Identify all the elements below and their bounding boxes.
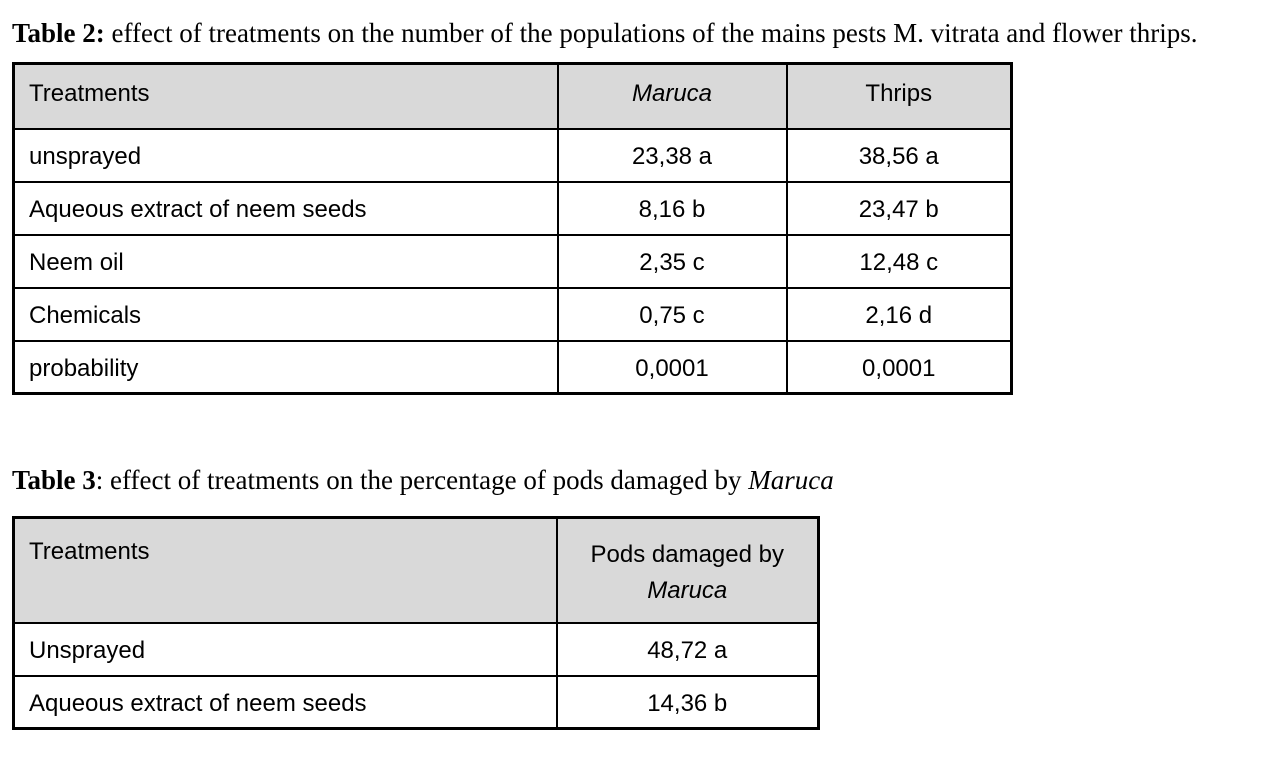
- treatment-cell: Unsprayed: [14, 623, 557, 676]
- col-header-treatments: Treatments: [14, 64, 558, 129]
- pods-damaged-label-line1: Pods damaged by: [590, 541, 784, 568]
- treatment-cell: unsprayed: [14, 129, 558, 182]
- table-2-pest-populations: [12, 62, 1013, 395]
- table-row: [14, 235, 1012, 288]
- table2-header-row: [14, 64, 1012, 129]
- col-header-treatments: Treatments: [14, 518, 557, 623]
- table3-header-row: [14, 518, 819, 623]
- treatment-cell: probability: [14, 341, 558, 394]
- pods-value-cell: 14,36 b: [557, 676, 819, 729]
- thrips-value-cell: 12,48 c: [787, 235, 1012, 288]
- thrips-value-cell: 23,47 b: [787, 182, 1012, 235]
- table-3-pods-damaged: [12, 516, 820, 730]
- col-header-maruca: Maruca: [558, 64, 787, 129]
- table3-caption: [12, 459, 1262, 502]
- maruca-value-cell: 0,75 c: [558, 288, 787, 341]
- maruca-value-cell: 8,16 b: [558, 182, 787, 235]
- table-row: [14, 288, 1012, 341]
- col-header-pods-damaged: [557, 518, 819, 623]
- table2-caption: [12, 12, 1262, 55]
- thrips-value-cell: 38,56 a: [787, 129, 1012, 182]
- table3-caption-text: : effect of treatments on the percentage of pods damaged by: [95, 465, 749, 495]
- table3-caption-label: Table 3: [12, 465, 96, 495]
- col-header-thrips: Thrips: [787, 64, 1012, 129]
- table2-caption-text: effect of treatments on the number of the populations of the mains pests M. vitrata and flower thrips.: [104, 18, 1198, 48]
- table-row: [14, 676, 819, 729]
- treatment-cell: Aqueous extract of neem seeds: [14, 182, 558, 235]
- treatment-cell: Neem oil: [14, 235, 558, 288]
- table2-caption-label: Table 2:: [12, 18, 105, 48]
- table-row: [14, 623, 819, 676]
- table-row: [14, 182, 1012, 235]
- maruca-value-cell: 0,0001: [558, 341, 787, 394]
- treatment-cell: Chemicals: [14, 288, 558, 341]
- pods-damaged-label-line2: Maruca: [647, 577, 728, 604]
- pods-value-cell: 48,72 a: [557, 623, 819, 676]
- thrips-value-cell: 2,16 d: [787, 288, 1012, 341]
- table-row: [14, 341, 1012, 394]
- thrips-value-cell: 0,0001: [787, 341, 1012, 394]
- table3-caption-italic: Maruca: [748, 465, 834, 495]
- maruca-value-cell: 2,35 c: [558, 235, 787, 288]
- treatment-cell: Aqueous extract of neem seeds: [14, 676, 557, 729]
- table-row: [14, 129, 1012, 182]
- maruca-value-cell: 23,38 a: [558, 129, 787, 182]
